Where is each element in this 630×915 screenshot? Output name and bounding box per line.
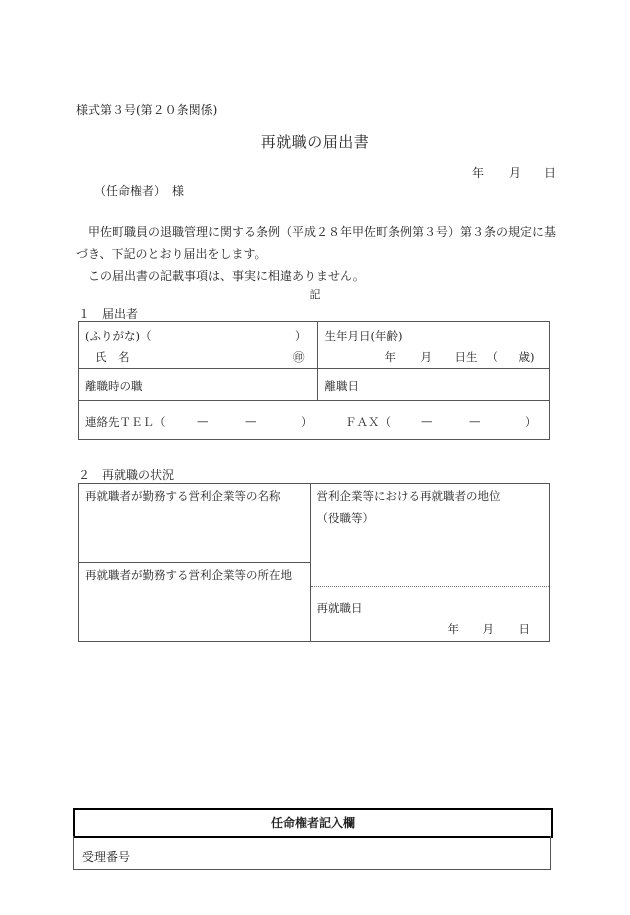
birth-cell[interactable]	[318, 322, 550, 369]
date-day-label: 日	[544, 166, 557, 180]
tel-close: ）	[301, 415, 313, 429]
company-name-cell[interactable]	[79, 484, 311, 563]
company-address-cell[interactable]	[79, 563, 311, 642]
age-label: 歳)	[518, 350, 535, 364]
reemployment-month-label: 月	[482, 622, 494, 636]
section1-label: １ 届出者	[78, 307, 139, 321]
fax-label: ＦＡＸ（	[345, 415, 391, 429]
reemployment-date-label: 再就職日	[316, 601, 363, 615]
contact-cell[interactable]	[79, 401, 550, 440]
new-position-label: 営利企業等における再就職者の地位	[316, 489, 501, 503]
company-name-label: 再就職者が勤務する営利企業等の名称	[85, 489, 281, 503]
fax-dash-2: —	[469, 414, 481, 428]
ki-mark: 記	[309, 288, 321, 301]
retire-date-cell[interactable]	[318, 369, 550, 401]
applicant-table	[78, 321, 550, 440]
birth-month-label: 月	[420, 350, 432, 364]
reemployment-day-label: 日	[518, 622, 530, 636]
birth-year-label: 年	[384, 350, 396, 364]
declaration-paragraph: この届出書の記載事項は、事実に相違ありません。	[88, 269, 365, 283]
age-open: （	[486, 350, 498, 364]
birth-day-label: 日生	[454, 350, 478, 364]
form-code: 様式第３号(第２０条関係)	[76, 103, 218, 117]
position-label: 離職時の職	[85, 379, 143, 393]
reemployment-year-label: 年	[447, 622, 459, 636]
name-cell[interactable]	[79, 322, 318, 369]
tel-dash-2: —	[245, 414, 257, 428]
receipt-number-cell[interactable]	[73, 836, 551, 870]
reemployment-table	[78, 483, 550, 642]
position-cell[interactable]	[79, 369, 318, 401]
intro-text	[76, 221, 556, 287]
dotted-divider	[311, 586, 550, 587]
addressee: （任命権者） 様	[94, 184, 185, 198]
intro-paragraph: 甲佐町職員の退職管理に関する条例（平成２８年甲佐町条例第３号）第３条の規定に基づき、下記のとおり届出をします。	[76, 225, 557, 261]
retire-date-label: 離職日	[324, 379, 359, 393]
date-year-label: 年	[472, 166, 485, 180]
position-date-cell[interactable]	[310, 484, 550, 642]
fax-close: ）	[525, 415, 537, 429]
company-address-label: 再就職者が勤務する営利企業等の所在地	[85, 568, 292, 582]
receipt-number-label: 受理番号	[82, 850, 131, 864]
new-position-sub: （役職等）	[316, 511, 374, 525]
furigana-close: ）	[295, 329, 307, 343]
seal-icon: ㊞	[293, 350, 305, 364]
date-month-label: 月	[509, 166, 522, 180]
birth-label: 生年月日(年齢)	[324, 329, 403, 343]
furigana-label: (ふりがな)（	[85, 329, 152, 343]
tel-label: 連絡先ＴＥＬ（	[85, 415, 166, 429]
fax-dash-1: —	[421, 414, 433, 428]
name-label: 氏 名	[95, 350, 130, 364]
document-title: 再就職の届出書	[260, 133, 370, 151]
admin-box-header: 任命権者記入欄	[73, 808, 553, 838]
section2-label: ２ 再就職の状況	[78, 468, 175, 482]
tel-dash-1: —	[197, 414, 209, 428]
